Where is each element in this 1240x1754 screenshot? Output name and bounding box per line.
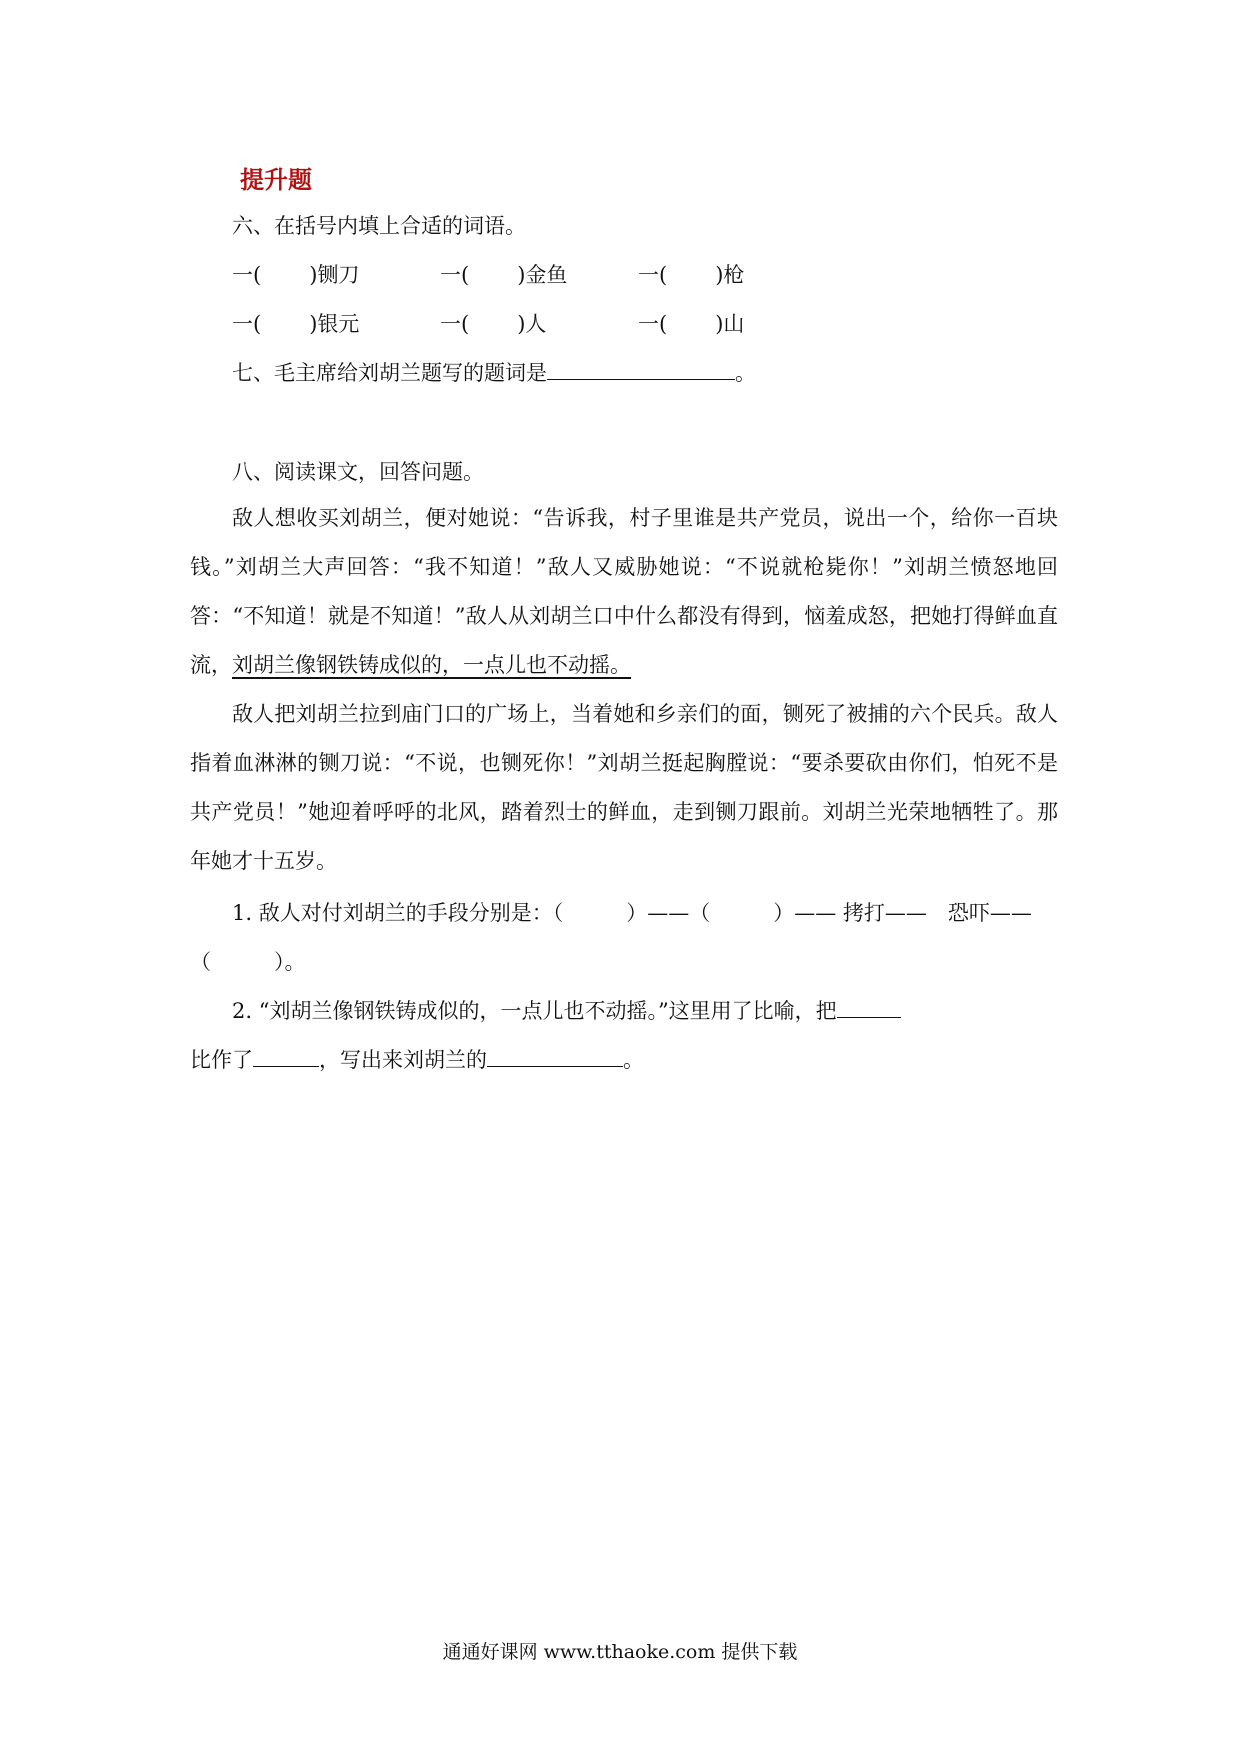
q8-sub2-line2: 比作了 ，写出来刘胡兰的 。 [190,1048,644,1072]
q8-prompt: 八、阅读课文，回答问题。 [232,460,484,484]
q6-item-6: 一( )山 [638,312,745,336]
q8-sub2-blank-1[interactable] [837,997,901,1018]
q7-answer-blank[interactable] [547,359,735,380]
reading-paragraph-1: 敌人想收买刘胡兰，便对她说：“告诉我，村子里谁是共产党员，说出一个，给你一百块钱。”刘胡兰大声回答：“我不知道！”敌人又威胁她说：“不说就枪毙你！”刘胡兰愤怒地回答：“不知道！就是不知道！”敌人从刘胡兰口中什么都没有得到，恼羞成怒，把她打得鲜血直流，刘胡兰像钢铁铸成似的，一点儿也不动摇。 [190,506,1058,677]
q6-item-2: 一( )金鱼 [440,263,568,287]
q6-item-1: 一( )铡刀 [232,263,360,287]
q6-item-5: 一( )人 [440,312,547,336]
q7-prompt: 七、毛主席给刘胡兰题写的题词是 [232,361,547,385]
q8-sub2-blank-3[interactable] [487,1046,623,1067]
footer-text: 通通好课网 www.tthaoke.com 提供下载 [442,1641,798,1663]
section-title: 提升题 [240,166,312,194]
q8-sub2-blank-2[interactable] [253,1046,319,1067]
reading-paragraph-2: 敌人把刘胡兰拉到庙门口的广场上，当着她和乡亲们的面，铡死了被捕的六个民兵。敌人指着血淋淋的铡刀说：“不说，也铡死你！”刘胡兰挺起胸膛说：“要杀要砍由你们，怕死不是共产党员！”她迎着呼呼的北风，踏着烈士的鲜血，走到铡刀跟前。刘胡兰光荣地牺牲了。那年她才十五岁。 [190,702,1058,873]
q8-sub1-line1: 1. 敌人对付刘胡兰的手段分别是：（ ）——（ ）—— 拷打—— 恐吓—— [232,901,1032,925]
q7-line: 七、毛主席给刘胡兰题写的题词是 。 [232,361,756,385]
q8-sub1-line2: （ ）。 [190,950,306,974]
underlined-sentence: 刘胡兰像钢铁铸成似的，一点儿也不动摇。 [232,653,631,677]
q6-item-4: 一( )银元 [232,312,360,336]
q6-prompt: 六、在括号内填上合适的词语。 [232,214,526,238]
q6-item-3: 一( )枪 [638,263,745,287]
q8-sub2-line1: 2. “刘胡兰像钢铁铸成似的，一点儿也不动摇。”这里用了比喻，把 [232,995,901,1025]
